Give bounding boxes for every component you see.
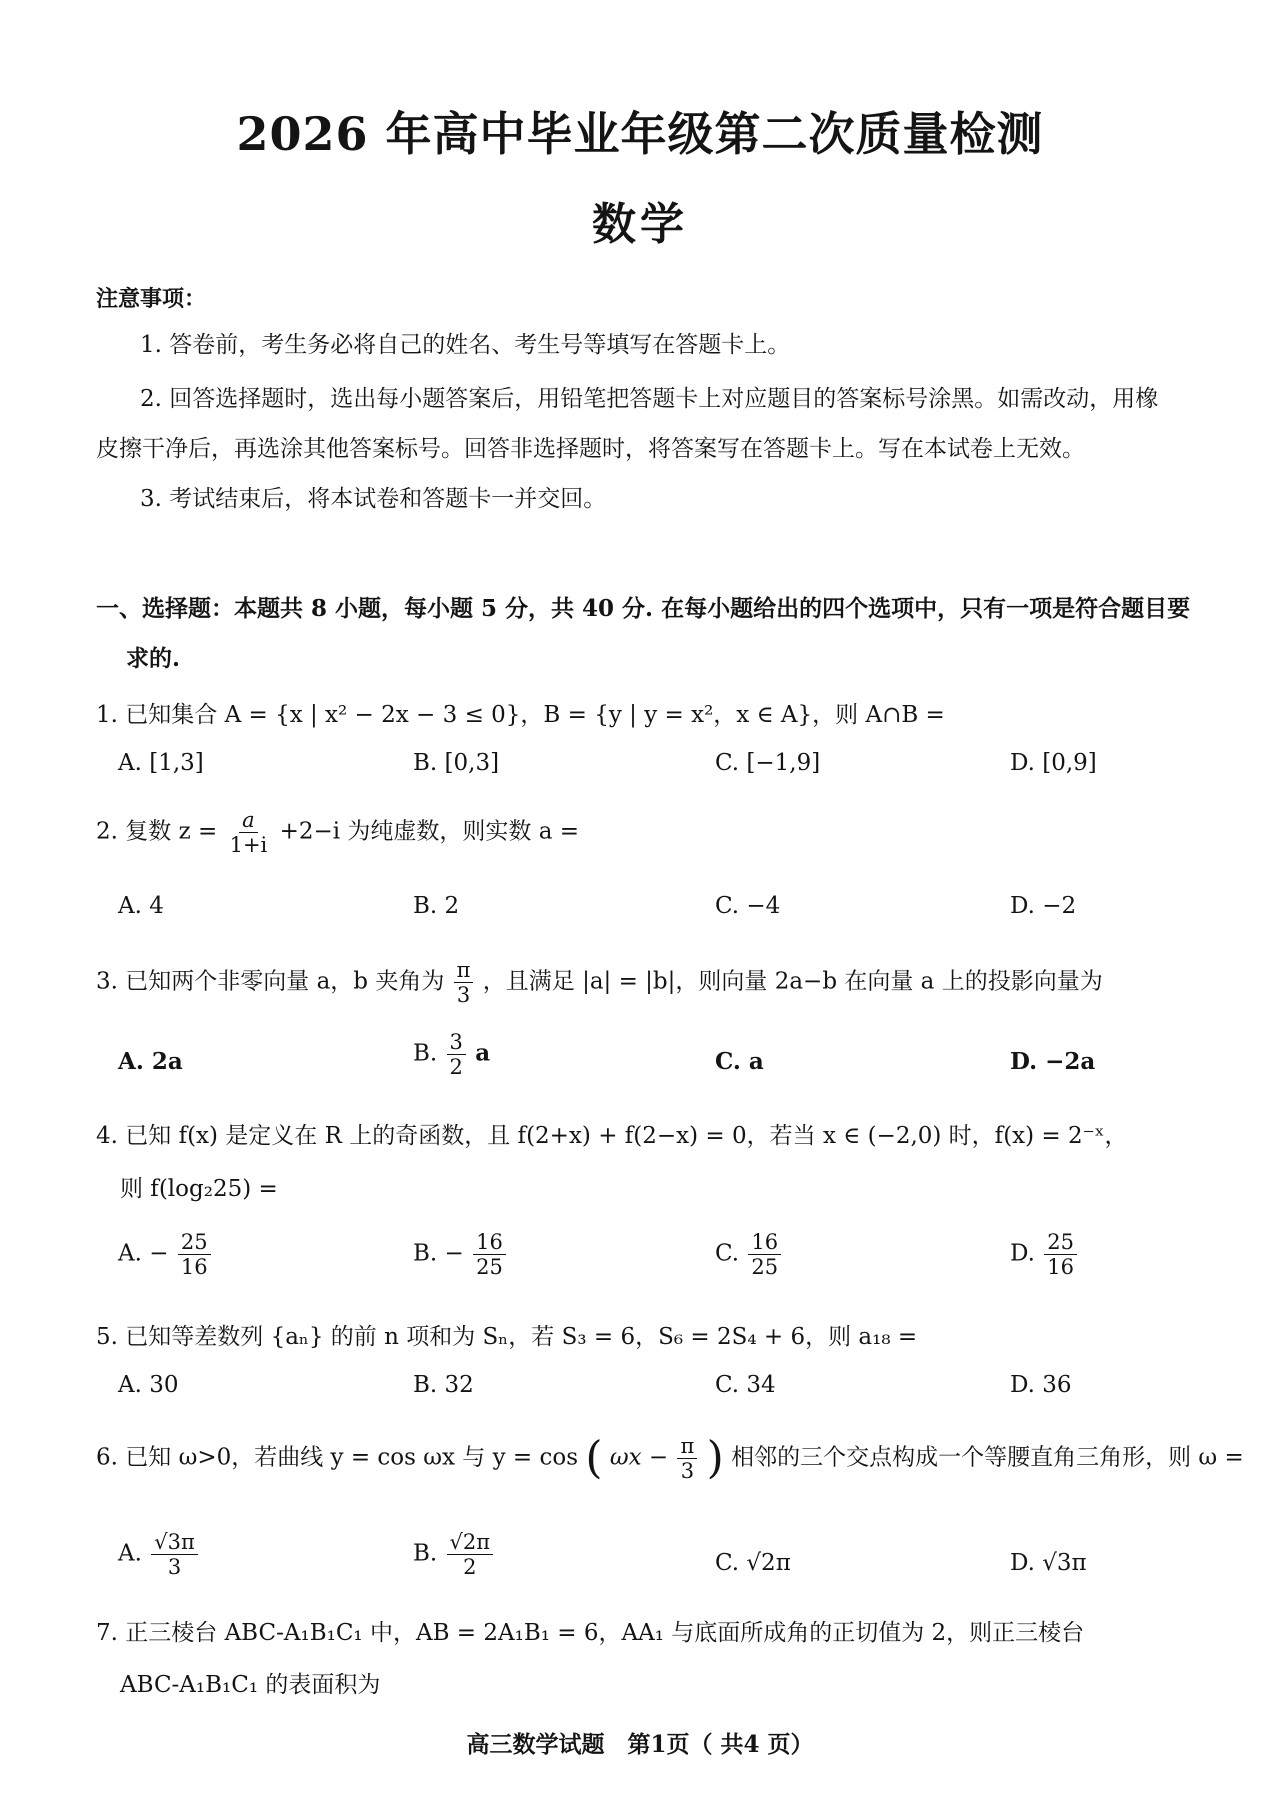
q1-option-c: C. [−1,9] xyxy=(715,750,821,776)
q5-option-a: A. 30 xyxy=(118,1372,179,1398)
q5-option-b: B. 32 xyxy=(413,1372,474,1398)
notice-item-3: 3. 考试结束后，将本试卷和答题卡一并交回。 xyxy=(140,486,607,512)
q3-option-b-num: 3 xyxy=(447,1030,466,1055)
question-4-stem-line1: 4. 已知 f(x) 是定义在 R 上的奇函数，且 f(2+x) + f(2−x) = 0，若当 x ∈ (−2,0) 时，f(x) = 2⁻ˣ， xyxy=(96,1123,1128,1149)
section-heading: 一、选择题：本题共 8 小题，每小题 5 分，共 40 分. 在每小题给出的四个选项中，只有一项是符合题目要 xyxy=(96,595,1191,622)
q2-option-d: D. −2 xyxy=(1010,893,1077,919)
q3-stem-pre: 3. 已知两个非零向量 a，b 夹角为 xyxy=(96,968,445,995)
q6-option-a-label: A. xyxy=(118,1540,142,1567)
q4-option-a-den: 16 xyxy=(180,1255,208,1280)
q6-inner-expr: ωx − xyxy=(609,1444,669,1471)
q5-option-c: C. 34 xyxy=(715,1372,776,1398)
q3-fraction xyxy=(454,958,474,1007)
q6-option-d: D. √3π xyxy=(1010,1550,1087,1576)
q6-option-b-den: 2 xyxy=(463,1555,477,1580)
q4-option-d-num: 25 xyxy=(1044,1230,1077,1255)
q2-frac-den: 1+i xyxy=(229,833,268,858)
q6-option-a-den: 3 xyxy=(167,1555,182,1580)
q3-option-b-fraction xyxy=(447,1030,466,1079)
exam-title: 2026 年高中毕业年级第二次质量检测 xyxy=(236,107,1044,161)
q6-frac-den: 3 xyxy=(680,1459,695,1484)
q4-option-d xyxy=(1010,1230,1079,1279)
q1-option-d: D. [0,9] xyxy=(1010,750,1097,776)
q3-stem-post: ，且满足 |a| = |b|，则向量 2a−b 在向量 a 上的投影向量为 xyxy=(482,968,1103,995)
q6-option-b-label: B. xyxy=(413,1540,438,1567)
q3-option-b-den: 2 xyxy=(449,1055,463,1080)
q2-fraction xyxy=(227,808,271,857)
q2-stem-post: +2−i 为纯虚数，则实数 a = xyxy=(279,818,580,845)
q2-option-a: A. 4 xyxy=(118,893,164,919)
q4-option-b-num: 16 xyxy=(473,1230,506,1255)
q6-fraction xyxy=(677,1434,697,1483)
q2-stem-pre: 2. 复数 z = xyxy=(96,818,218,845)
q4-option-d-den: 16 xyxy=(1047,1255,1074,1280)
q4-option-d-label: D. xyxy=(1010,1240,1035,1267)
q6-option-b-fraction xyxy=(447,1530,494,1579)
q6-frac-num: π xyxy=(677,1434,697,1459)
q4-option-b-den: 25 xyxy=(476,1255,503,1280)
q1-option-b: B. [0,3] xyxy=(413,750,500,776)
q6-left-paren: ( xyxy=(585,1432,603,1484)
q6-stem-post: 相邻的三个交点构成一个等腰直角三角形，则 ω = xyxy=(731,1444,1244,1471)
question-4-stem-line2: 则 f(log₂25) = xyxy=(120,1176,278,1202)
q3-option-b-vector: a xyxy=(475,1039,491,1067)
q4-option-c xyxy=(715,1230,783,1279)
q4-option-a-label: A. − xyxy=(118,1240,169,1267)
question-7-stem-line1: 7. 正三棱台 ABC-A₁B₁C₁ 中，AB = 2A₁B₁ = 6，AA₁ 与底面所成角的正切值为 2，则正三棱台 xyxy=(96,1620,1085,1646)
notice-item-2b: 皮擦干净后，再选涂其他答案标号。回答非选择题时，将答案写在答题卡上。写在本试卷上无效。 xyxy=(96,436,1085,462)
q6-right-paren: ) xyxy=(706,1432,724,1484)
q5-option-d: D. 36 xyxy=(1010,1372,1072,1398)
question-3-stem xyxy=(96,958,1103,1007)
q4-option-a xyxy=(118,1230,213,1279)
section-heading-cont: 求的. xyxy=(126,645,181,672)
q3-option-c: C. a xyxy=(715,1048,764,1075)
q3-option-b-label: B. xyxy=(413,1040,438,1067)
q4-option-d-fraction xyxy=(1044,1230,1077,1279)
q4-option-c-fraction xyxy=(748,1230,781,1279)
q6-option-a xyxy=(118,1530,200,1579)
q6-option-a-fraction xyxy=(151,1530,198,1579)
q3-option-d: D. −2a xyxy=(1010,1048,1096,1075)
q2-frac-num: a xyxy=(239,808,258,833)
q3-frac-num: π xyxy=(454,958,474,983)
q4-option-a-fraction xyxy=(178,1230,211,1279)
q6-option-b xyxy=(413,1530,495,1579)
q4-option-a-num: 25 xyxy=(178,1230,211,1255)
subject-title: 数学 xyxy=(592,199,688,250)
q6-stem-pre: 6. 已知 ω>0，若曲线 y = cos ωx 与 y = cos xyxy=(96,1444,579,1471)
q4-option-b-fraction xyxy=(473,1230,506,1279)
q3-option-a: A. 2a xyxy=(118,1048,183,1075)
q2-option-b: B. 2 xyxy=(413,893,460,919)
question-2-stem xyxy=(96,808,579,857)
q4-option-c-num: 16 xyxy=(748,1230,781,1255)
notice-item-1: 1. 答卷前，考生务必将自己的姓名、考生号等填写在答题卡上。 xyxy=(140,332,791,358)
q1-option-a: A. [1,3] xyxy=(118,750,204,776)
q4-option-b-label: B. − xyxy=(413,1240,464,1267)
question-6-stem xyxy=(96,1434,1244,1483)
question-7-stem-line2: ABC-A₁B₁C₁ 的表面积为 xyxy=(120,1672,381,1698)
q2-option-c: C. −4 xyxy=(715,893,781,919)
q6-option-b-num: √2π xyxy=(447,1530,494,1555)
q4-option-c-label: C. xyxy=(715,1240,740,1267)
notice-heading: 注意事项： xyxy=(96,286,207,312)
page-footer: 高三数学试题 第1页（ 共4 页） xyxy=(466,1731,814,1758)
notice-item-2a: 2. 回答选择题时，选出每小题答案后，用铅笔把答题卡上对应题目的答案标号涂黑。如需改动，用橡 xyxy=(140,386,1159,412)
question-5-stem: 5. 已知等差数列 {aₙ} 的前 n 项和为 Sₙ，若 S₃ = 6，S₆ = 2S₄ + 6，则 a₁₈ = xyxy=(96,1324,918,1350)
question-1-stem: 1. 已知集合 A = {x | x² − 2x − 3 ≤ 0}，B = {y | y = x²，x ∈ A}，则 A∩B = xyxy=(96,702,945,728)
q4-option-b xyxy=(413,1230,508,1279)
q3-option-b xyxy=(413,1030,490,1079)
q6-option-a-num: √3π xyxy=(151,1530,198,1555)
q3-frac-den: 3 xyxy=(456,983,471,1008)
q6-option-c: C. √2π xyxy=(715,1550,791,1576)
q4-option-c-den: 25 xyxy=(751,1255,779,1280)
